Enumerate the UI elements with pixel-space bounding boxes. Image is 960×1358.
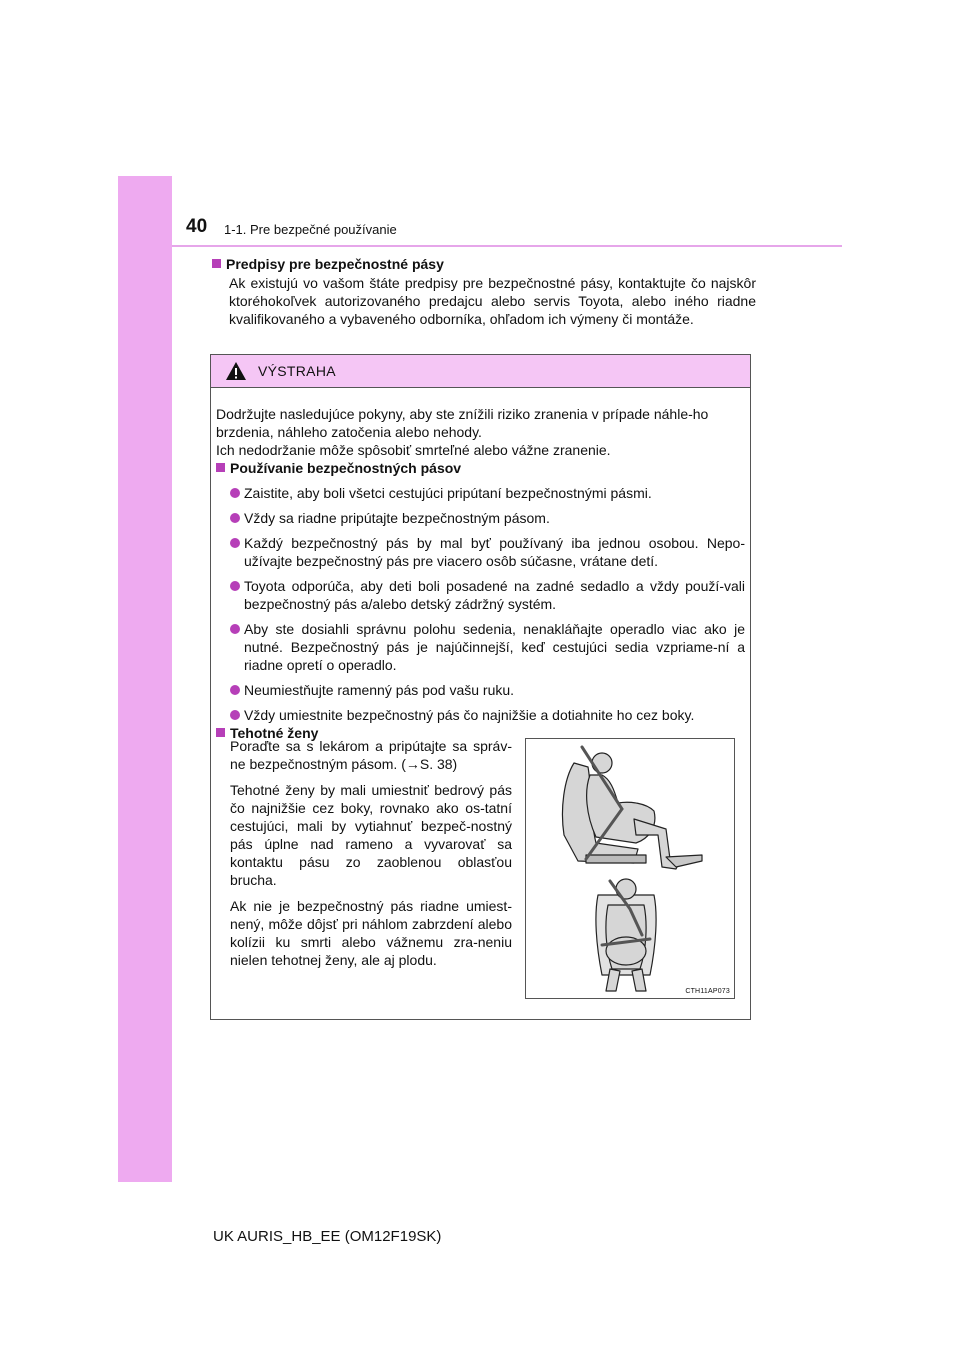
list-item-text: Vždy umiestnite bezpečnostný pás čo najnižšie a dotiahnite ho cez boky. [244, 707, 695, 723]
list-item-text: Každý bezpečnostný pás by mal byť používaný iba jednou osobou. Nepo-užívajte bezpečnostný pás pre viacero osôb súčasne, vrátane detí. [244, 535, 745, 569]
list-item [216, 681, 745, 699]
list-item [216, 577, 745, 613]
list-item [216, 620, 745, 674]
list-item-text: Neumiestňujte ramenný pás pod vašu ruku. [244, 682, 515, 698]
round-bullet-icon [230, 710, 240, 720]
warning-header [211, 355, 750, 388]
page-number: 40 [186, 216, 208, 237]
round-bullet-icon [230, 488, 240, 498]
round-bullet-icon [230, 581, 240, 591]
regulations-section [212, 256, 756, 328]
list-item [216, 509, 745, 527]
footer-model-code: UK AURIS_HB_EE (OM12F19SK) [213, 1228, 442, 1245]
section-title: Predpisy pre bezpečnostné pásy [226, 256, 444, 272]
square-bullet-icon [212, 259, 221, 268]
chapter-title: 1-1. Pre bezpečné používanie [224, 222, 397, 237]
round-bullet-icon [230, 513, 240, 523]
round-bullet-icon [230, 624, 240, 634]
warning-title: VÝSTRAHA [258, 363, 336, 379]
list-item [216, 484, 745, 502]
pregnant-paragraph: Poraďte sa s lekárom a pripútajte sa správ-ne bezpečnostným pásom. (→S. 38) [230, 738, 512, 772]
pregnant-title: Tehotné ženy [230, 725, 319, 741]
list-item-text: Zaistite, aby boli všetci cestujúci pripútaní bezpečnostnými pásmi. [244, 485, 652, 501]
figure-code: CTH11AP073 [685, 988, 730, 995]
seatbelt-usage-heading [216, 459, 745, 477]
header-rule [172, 245, 842, 247]
list-item-text: Vždy sa riadne pripútajte bezpečnostným pásom. [244, 510, 550, 526]
square-bullet-icon [216, 463, 225, 472]
list-item-text: Toyota odporúča, aby deti boli posadené na zadné sedadlo a vždy použí-vali bezpečnostný pás a/alebo detský zádržný systém. [244, 578, 745, 612]
warning-intro-2: Ich nedodržanie môže spôsobiť smrteľné alebo vážne zranenie. [216, 442, 611, 458]
section-heading [212, 256, 752, 272]
pregnant-seatbelt-illustration [525, 738, 735, 999]
list-item [216, 534, 745, 570]
warning-intro-1: Dodržujte nasledujúce pokyny, aby ste znížili riziko zranenia v prípade náhle-ho brzdenia, náhleho zatočenia alebo nehody. [216, 406, 709, 440]
side-band [118, 176, 172, 1182]
section-text: Ak existujú vo vašom štáte predpisy pre bezpečnostné pásy, kontaktujte čo najskôr ktoréhokoľvek autorizovaného predajcu alebo servis Toyota, alebo iného riadne kvalifikovaného a vybaveného odborníka, ohľadom ich výmeny či montáže. [229, 275, 756, 327]
warning-body [216, 405, 745, 742]
pregnant-paragraph: Tehotné ženy by mali umiestniť bedrový pás čo najnižšie cez boky, rovnako ako os-tatní cestujúci, mali by vytiahnuť bezpeč-nostný pás úplne nad rameno a vyvarovať sa kontaktu pásu zo zaoblenou oblasťou brucha. [230, 782, 512, 888]
list-item-text: Aby ste dosiahli správnu polohu sedenia, nenakláňajte operadlo viac ako je nutné. Bezpečnostný pás je najúčinnejší, keď cestujúci sedia vzpriame-ní a riadne opretí o operadlo. [244, 621, 745, 673]
round-bullet-icon [230, 538, 240, 548]
seatbelt-usage-title: Používanie bezpečnostných pásov [230, 460, 462, 476]
pregnant-text-column [230, 737, 512, 977]
illustration-drawing [526, 739, 734, 998]
square-bullet-icon [216, 728, 225, 737]
list-item [216, 706, 745, 724]
warning-triangle-icon [225, 361, 247, 381]
round-bullet-icon [230, 685, 240, 695]
pregnant-paragraph: Ak nie je bezpečnostný pás riadne umiest-nený, môže dôjsť pri náhlom zabrzdení alebo kolízii ku smrti alebo vážnemu zra-neniu nielen tehotnej ženy, ale aj plodu. [230, 898, 512, 968]
